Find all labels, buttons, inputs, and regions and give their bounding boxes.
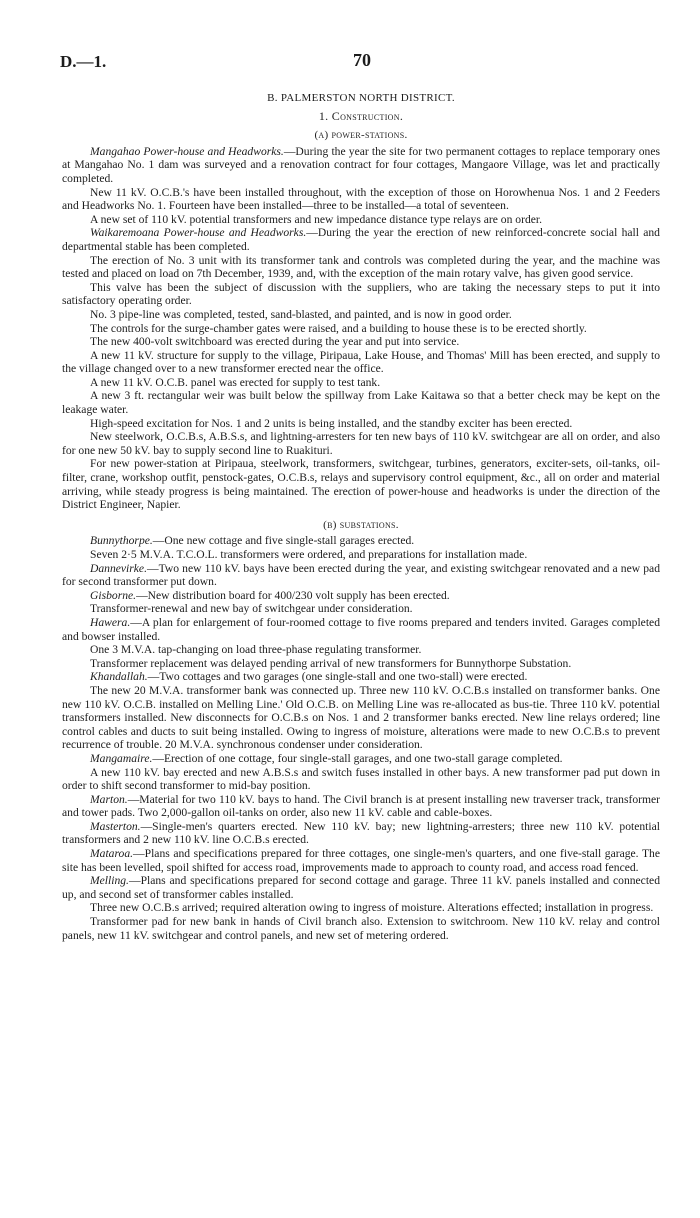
paragraph: [62, 847, 660, 874]
paragraph-lead: Melling.: [90, 874, 129, 888]
section-heading: 1. Construction.: [318, 108, 404, 123]
paragraph-text: —Material for two 110 kV. bays to hand. The Civil branch is at present installing new traverser track, transformer and tower pads. Two 2,000-gallon oil-tanks on order, also new 11 kV. cable and cable-boxes.: [62, 792, 660, 820]
paragraph: Transformer replacement was delayed pending arrival of new transformers for Bunnythorpe Substation.: [90, 656, 572, 670]
paragraph: [62, 670, 660, 684]
power-stations-heading: (a) power-stations.: [314, 129, 408, 142]
paragraph: [62, 820, 660, 847]
paragraph: For new power-station at Piripaua, steelwork, transformers, switchgear, turbines, generators, exciter-sets, oil-tanks, oil-filter, crane, workshop outfit, penstock-gates, O.C.B.s, relays and supervisory control equipment, &c., all on order and material arriving, while steady progress is being maintained. The erection of power-house and headworks is under the direction of the District Engineer, Napier.: [62, 457, 660, 512]
paragraph-text: —Plans and specifications prepared for three cottages, one single-men's quarters, and one five-stall garage. The site has been levelled, spoil shifted for access road, improvements made to approach to county road, and access road fenced.: [62, 847, 660, 874]
paragraph-text: —During the year the erection of new reinforced-concrete social hall and departmental stable has been completed.: [62, 226, 660, 253]
document-reference: D.—1.: [60, 52, 107, 71]
paragraph-lead: Gisborne.: [90, 588, 137, 602]
paragraph: The erection of No. 3 unit with its transformer tank and controls was completed during the year, and the machine was tested and placed on load on 7th December, 1939, and, with the exception of the main rotary valve, has given good service.: [62, 253, 660, 281]
paragraph: The new 20 M.V.A. transformer bank was connected up. Three new 110 kV. O.C.B.s installed on transformer banks. One new 110 kV. O.C.B. installed on Melling Line.' Old O.C.B. on Melling Line was re-allocated as bus-tie. Three 110 kV. potential transformers installed. New disconnects for O.C.B.s on Nos. 1 and 2 transformer banks erected. New line relays ordered; line control cables and ducts to suit being installed. Owing to ingress of moisture, alterations were made to new O.C.B.s to prevent recurrence of trouble. 20 M.V.A. synchronous condenser under consideration.: [62, 683, 660, 752]
paragraph: The controls for the surge-chamber gates were raised, and a building to house these is to be erected shortly.: [90, 321, 587, 335]
paragraph-lead: Mataroa.: [90, 847, 134, 861]
paragraph: Transformer-renewal and new bay of switchgear under consideration.: [90, 602, 413, 616]
paragraph: [62, 752, 660, 766]
paragraph: [62, 793, 660, 820]
paragraph-text: —During the year the site for two permanent cottages to replace temporary ones at Mangahao No. 1 dam was surveyed and a renovation contract for four cottages, Mangaore Village, was let and practically completed.: [62, 144, 660, 185]
page-number: 70: [353, 50, 371, 70]
paragraph-lead: Marton.: [90, 792, 128, 806]
paragraph-lead: Bunnythorpe.: [90, 534, 153, 548]
district-heading: B. PALMERSTON NORTH DISTRICT.: [267, 92, 455, 104]
paragraph-text: —A plan for enlargement of four-roomed cottage to five rooms prepared and tenders invited. Garages completed and bowser installed.: [62, 615, 660, 643]
paragraph: One 3 M.V.A. tap-changing on load three-phase regulating transformer.: [90, 643, 422, 657]
paragraph: No. 3 pipe-line was completed, tested, sand-blasted, and painted, and is now in good order.: [90, 307, 512, 321]
paragraph-text: —Two cottages and two garages (one single-stall and one two-stall) were erected.: [147, 670, 528, 684]
paragraph-text: —Plans and specifications prepared for second cottage and garage. Three 11 kV. panels installed and connected up, and second set of transformer cables installed.: [62, 874, 660, 901]
substations-heading: (b) substations.: [323, 518, 399, 531]
paragraph-lead: Mangahao Power-house and Headworks.: [90, 144, 284, 158]
paragraph-text: —Erection of one cottage, four single-stall garages, and one two-stall garage completed.: [152, 751, 563, 765]
paragraph-lead: Dannevirke.: [90, 561, 147, 575]
paragraph: Seven 2·5 M.V.A. T.C.O.L. transformers were ordered, and preparations for installation made.: [90, 548, 528, 561]
paragraph-lead: Hawera.: [90, 615, 131, 629]
paragraph: [62, 589, 660, 603]
paragraph: A new 11 kV. O.C.B. panel was erected for supply to test tank.: [90, 375, 381, 389]
paragraph: [62, 562, 660, 589]
paragraph: [62, 226, 660, 253]
paragraph: New steelwork, O.C.B.s, A.B.S.s, and lightning-arresters for ten new bays of 110 kV. switchgear are all on order, and also for one new 50 kV. bay to supply second line to Ruakituri.: [62, 430, 660, 457]
paragraph-lead: Waikaremoana Power-house and Headworks.: [90, 226, 307, 240]
paragraph: Transformer pad for new bank in hands of Civil branch also. Extension to switchroom. New 110 kV. relay and control panels, new 11 kV. switchgear and control panels, and new set of metering ordered.: [62, 915, 660, 942]
paragraph-text: —Single-men's quarters erected. New 110 kV. bay; new lightning-arresters; three new 110 kV. potential transformers and 2 new 110 kV. line O.C.B.s erected.: [62, 819, 660, 847]
paragraph: [62, 616, 660, 643]
paragraph: [62, 534, 660, 548]
paragraph: [62, 145, 660, 186]
paragraph: [62, 874, 660, 901]
paragraph: High-speed excitation for Nos. 1 and 2 units is being installed, and the standby exciter has been erected.: [90, 416, 573, 430]
paragraph-lead: Masterton.: [90, 819, 141, 833]
paragraph-lead: Khandallah.: [90, 670, 148, 684]
paragraph-text: —New distribution board for 400/230 volt supply has been erected.: [136, 588, 450, 602]
paragraph: A new set of 110 kV. potential transformers and new impedance distance type relays are on order.: [90, 212, 543, 226]
paragraph-text: —Two new 110 kV. bays have been erected during the year, and existing switchgear renovated and a new pad for second transformer put down.: [62, 561, 660, 589]
paragraph: A new 110 kV. bay erected and new A.B.S.s and switch fuses installed in other bays. A new transformer pad put down in order to shift second transformer to mid-bay position.: [62, 765, 660, 793]
paragraph-text: —One new cottage and five single-stall garages erected.: [152, 534, 415, 548]
paragraph: New 11 kV. O.C.B.'s have been installed throughout, with the exception of those on Horowhenua Nos. 1 and 2 Feeders and Headworks No. 1. Fourteen have been installed—three to be installed—a total of seventeen.: [62, 185, 660, 213]
paragraph: Three new O.C.B.s arrived; required alteration owing to ingress of moisture. Alterations effected; installation in progress.: [90, 901, 654, 915]
paragraph: The new 400-volt switchboard was erected during the year and put into service.: [90, 335, 460, 349]
paragraph: A new 3 ft. rectangular weir was built below the spillway from Lake Kaitawa so that a better check may be kept on the leakage water.: [62, 389, 660, 417]
paragraph: This valve has been the subject of discussion with the suppliers, who are taking the necessary steps to put it into satisfactory operating order.: [62, 280, 660, 308]
paragraph: A new 11 kV. structure for supply to the village, Piripaua, Lake House, and Thomas' Mill has been erected, and supply to the village changed over to a new transformer erected near the office.: [62, 348, 660, 376]
paragraph-lead: Mangamaire.: [90, 751, 153, 765]
